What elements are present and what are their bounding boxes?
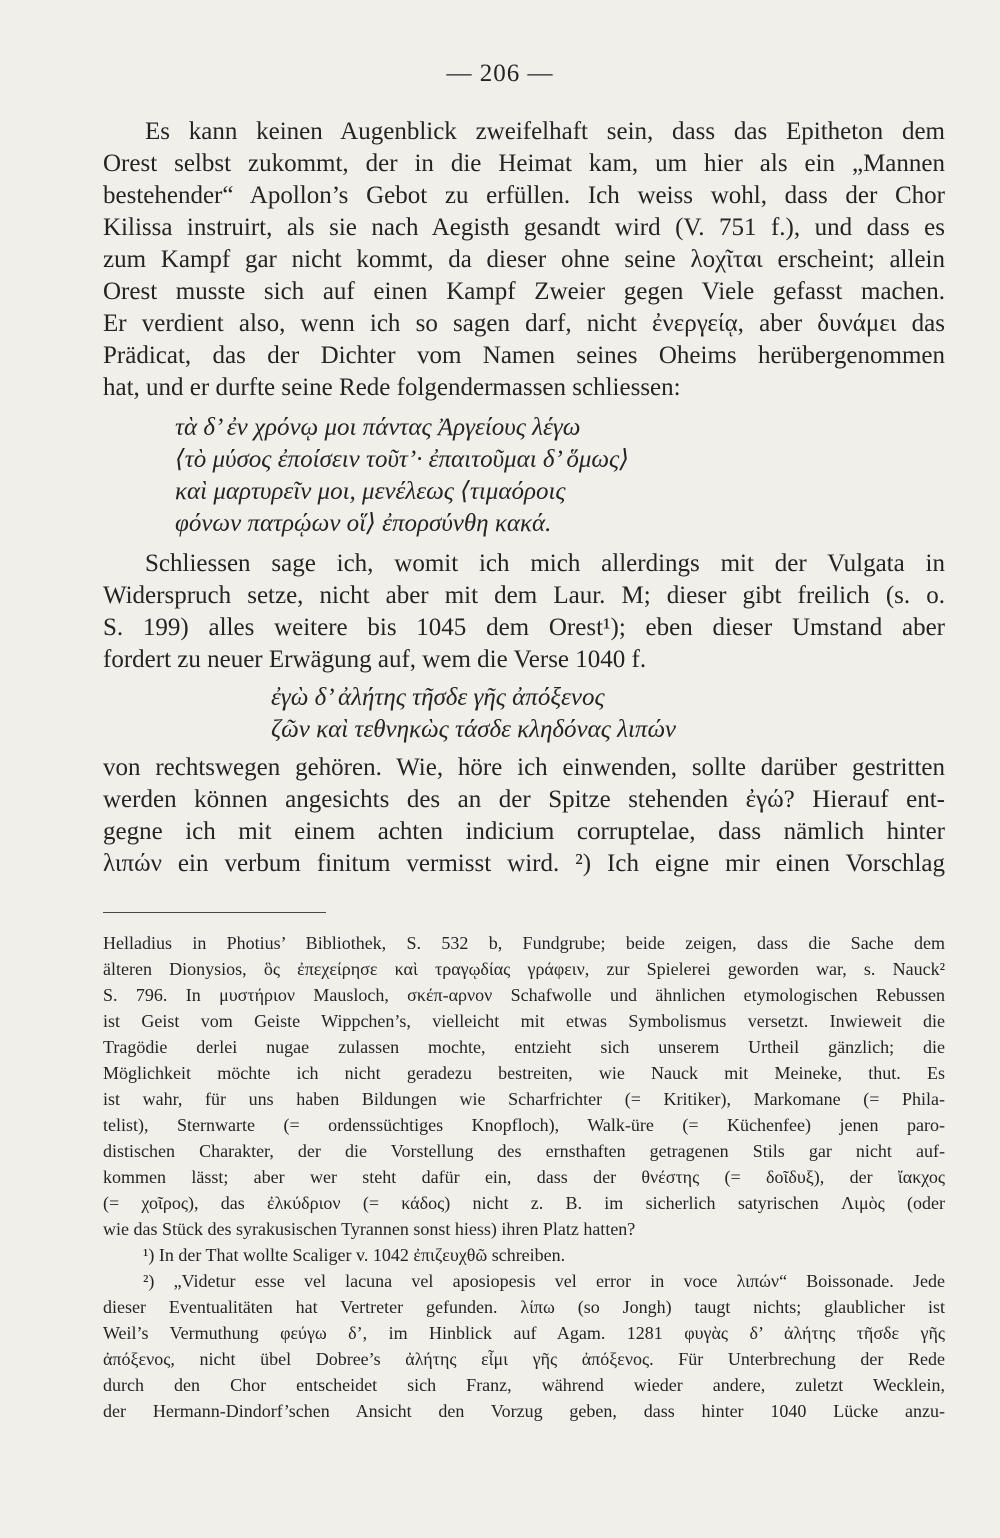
footnote-line: Möglichkeit möchte ich nicht geradezu bestreiten, wie Nauck mit Meineke, thut. Es [103,1063,945,1083]
footnote-line: dieser Eventualitäten hat Vertreter gefunden. λίπω (so Jongh) taugt nichts; glaublicher ist [103,1297,945,1317]
main-text [103,116,945,880]
text-line: werden können angesichts des an der Spitze stehenden ἐγώ? Hierauf ent- [103,786,945,813]
footnotes [103,930,945,1424]
text-line: Er verdient also, wenn ich so sagen darf, nicht ἐνεργείᾳ, aber δυνάμει das [103,310,945,337]
page-number: — 206 — [446,60,554,87]
footnote-line: distischen Charakter, der die Vorstellung des ernsthaften getragenen Stils gar nicht auf- [103,1141,945,1161]
footnote-line: S. 796. In μυστήριον Mausloch, σκέπ-αρνον Schafwolle und ähnlichen etymologischen Rebussen [103,985,945,1005]
footnote-line: kommen lässt; aber wer steht dafür ein, dass der θνέστης (= δοῖδυξ), der ἴακχος [103,1167,945,1187]
text-line: bestehender“ Apollon’s Gebot zu erfüllen. Ich weiss wohl, dass der Chor [103,182,945,209]
footnote-line: durch den Chor entscheidet sich Franz, während wieder andere, zuletzt Wecklein, [103,1375,945,1395]
footnote-line: (= χοῖρος), das ἐλκύδριον (= κάδος) nicht z. B. im sicherlich satyrischen Λιμὸς (oder [103,1193,945,1213]
text-line: Orest musste sich auf einen Kampf Zweier gegen Viele gefasst machen. [103,278,945,305]
footnote-line: Helladius in Photius’ Bibliothek, S. 532 b, Fundgrube; beide zeigen, dass die Sache dem [103,933,945,953]
footnote-line: ἀπόξενος, nicht übel Dobree’s ἀλήτης εἶμι γῆς ἀπόξενος. Für Unterbrechung der Rede [103,1349,945,1369]
text-line: Kilissa instruirt, als sie nach Aegisth gesandt wird (V. 751 f.), und dass es [103,214,945,241]
footnote-line: ist Geist vom Geiste Wippchen’s, vielleicht mit etwas Symbolismus versetzt. Inwieweit die [103,1011,945,1031]
verse-line: ⟨τὸ μύσος ἐποίσειν τοῦτ’· ἐπαιτοῦμαι δ’ ὅμως⟩ [175,446,629,473]
text-line: Es kann keinen Augenblick zweifelhaft sein, dass das Epitheton dem [145,118,945,145]
verse-line: ἐγὼ δ’ ἀλήτης τῆσδε γῆς ἀπόξενος [271,684,605,711]
verse-line: ζῶν καὶ τεθνηκὼς τάσδε κληδόνας λιπών [271,716,676,743]
footnote-line: ist wahr, für uns haben Bildungen wie Scharfrichter (= Kritiker), Markomane (= Phila- [103,1089,945,1109]
text-line: λιπών ein verbum finitum vermisst wird. ²) Ich eigne mir einen Vorschlag [103,850,945,877]
verse-line: φόνων πατρῴων οἵ⟩ ἐπορσύνθη κακά. [175,510,552,537]
text-line: Prädicat, das der Dichter vom Namen seines Oheims herübergenommen [103,342,945,369]
text-line: Orest selbst zukommt, der in die Heimat kam, um hier als ein „Mannen [103,150,945,177]
text-line: Widerspruch setze, nicht aber mit dem Laur. M; dieser gibt freilich (s. o. [103,582,945,609]
text-line: gegne ich mit einem achten indicium corruptelae, dass nämlich hinter [103,818,945,845]
text-line: von rechtswegen gehören. Wie, höre ich einwenden, sollte darüber gestritten [103,754,945,781]
text-line: S. 199) alles weitere bis 1045 dem Orest¹); eben dieser Umstand aber [103,614,945,641]
verse-line: τὰ δ’ ἐν χρόνῳ μοι πάντας Ἀργείους λέγω [175,414,581,441]
footnote-line: telist), Sternwarte (= ordenssüchtiges Knopfloch), Walk-üre (= Küchenfee) jenen paro- [103,1115,945,1135]
text-line: zum Kampf gar nicht kommt, da dieser ohne seine λοχῖται erscheint; allein [103,246,945,273]
footnote-line: der Hermann-Dindorf’schen Ansicht den Vorzug geben, dass hinter 1040 Lücke anzu- [103,1401,945,1421]
footnote-separator [103,912,326,913]
text-line: fordert zu neuer Erwägung auf, wem die Verse 1040 f. [103,646,647,673]
text-line: Schliessen sage ich, womit ich mich allerdings mit der Vulgata in [145,550,945,577]
footnote-line: Weil’s Vermuthung φεύγω δ’, im Hinblick auf Agam. 1281 φυγὰς δ’ ἀλήτης τῆσδε γῆς [103,1323,945,1343]
footnote-1: ¹) In der That wollte Scaliger v. 1042 ἐπιζευχθῶ schreiben. [143,1245,566,1265]
footnote-line: älteren Dionysios, ὃς ἐπεχείρησε καὶ τραγῳδίας γράφειν, zur Spielerei geworden war, s. Nauck² [103,959,945,979]
footnote-line: Tragödie derlei nugae zulassen mochte, entzieht sich unserem Urtheil gänzlich; die [103,1037,945,1057]
verse-line: καὶ μαρτυρεῖν μοι, μενέλεως ⟨τιμαόροις [175,478,566,505]
footnote-2: ²) „Videtur esse vel lacuna vel aposiopesis vel error in voce λιπών“ Boissonade. Jede [143,1271,945,1291]
text-line: hat, und er durfte seine Rede folgendermassen schliessen: [103,374,681,401]
footnote-line: wie das Stück des syrakusischen Tyrannen sonst hiess) ihren Platz hatten? [103,1219,636,1239]
